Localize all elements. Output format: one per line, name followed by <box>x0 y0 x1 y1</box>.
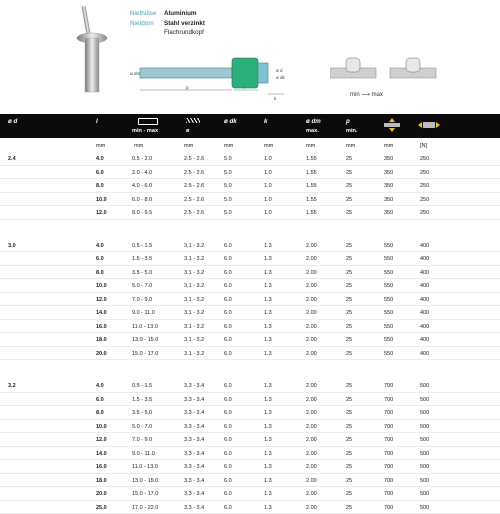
table-header <box>0 114 500 138</box>
length-cell: 4.0 <box>96 243 104 249</box>
length-cell: 20.0 <box>96 491 107 497</box>
table-cell: 7.0 - 9.0 <box>132 297 152 303</box>
diameter-cell: 3.2 <box>8 383 16 389</box>
table-cell: 2.5 - 2.6 <box>184 156 204 162</box>
dim-label-dk: ø dk <box>276 75 286 80</box>
installation-diagram <box>330 50 440 90</box>
dim-label-d: ø d <box>276 68 283 73</box>
length-cell: 8.0 <box>96 270 104 276</box>
table-row <box>0 333 500 347</box>
table-cell: 500 <box>420 505 429 511</box>
dim-label-l: l <box>244 85 245 90</box>
table-row <box>0 393 500 407</box>
table-cell: 3.3 - 3.4 <box>184 505 204 511</box>
table-cell: 25 <box>346 351 352 357</box>
min-max-label: min ⟶ max <box>350 91 383 98</box>
length-cell: 12.0 <box>96 297 107 303</box>
unit: [N] <box>420 143 427 149</box>
table-cell: 25 <box>346 170 352 176</box>
table-cell: 350 <box>384 197 393 203</box>
table-cell: 5.0 <box>224 170 232 176</box>
table-cell: 1.0 <box>264 170 272 176</box>
table-row <box>0 433 500 447</box>
table-cell: 8.0 - 9.5 <box>132 210 152 216</box>
table-row <box>0 252 500 266</box>
length-cell: 4.0 <box>96 383 104 389</box>
header-grip-range: min - max <box>132 128 158 134</box>
length-cell: 4.0 <box>96 156 104 162</box>
table-cell: 2.5 - 2.6 <box>184 170 204 176</box>
table-row <box>0 306 500 320</box>
units-row <box>0 140 500 152</box>
table-cell: 500 <box>420 491 429 497</box>
length-cell: 25.0 <box>96 505 107 511</box>
length-cell: 10.0 <box>96 283 107 289</box>
table-cell: 6.0 <box>224 337 232 343</box>
table-cell: 2.0 - 4.0 <box>132 170 152 176</box>
legend-key <box>130 28 164 38</box>
header-pack: p <box>346 118 350 125</box>
table-cell: 400 <box>420 256 429 262</box>
table-cell: 550 <box>384 256 393 262</box>
table-cell: 250 <box>420 170 429 176</box>
table-cell: 13.0 - 15.0 <box>132 337 158 343</box>
table-cell: 700 <box>384 424 393 430</box>
table-cell: 6.0 <box>224 505 232 511</box>
table-cell: 2.00 <box>306 283 317 289</box>
table-cell: 250 <box>420 156 429 162</box>
table-cell: 5.0 <box>224 183 232 189</box>
table-cell: 1.3 <box>264 397 272 403</box>
table-cell: 2.00 <box>306 270 317 276</box>
table-cell: 550 <box>384 283 393 289</box>
table-cell: 2.00 <box>306 410 317 416</box>
table-cell: 15.0 - 17.0 <box>132 491 158 497</box>
table-cell: 3.3 - 3.4 <box>184 437 204 443</box>
tension-icon <box>418 118 440 132</box>
rivet-spec-table <box>0 152 500 514</box>
legend-key: Niethülse <box>130 9 164 19</box>
table-cell: 25 <box>346 283 352 289</box>
table-cell: 500 <box>420 397 429 403</box>
table-cell: 550 <box>384 310 393 316</box>
table-cell: 1.3 <box>264 270 272 276</box>
table-cell: 25 <box>346 156 352 162</box>
table-row <box>0 166 500 180</box>
table-cell: 6.0 <box>224 256 232 262</box>
table-cell: 400 <box>420 243 429 249</box>
legend-value: Stahl verzinkt <box>164 19 205 29</box>
table-cell: 2.00 <box>306 397 317 403</box>
table-cell: 3.1 - 3.2 <box>184 283 204 289</box>
length-cell: 16.0 <box>96 464 107 470</box>
table-cell: 700 <box>384 437 393 443</box>
table-cell: 6.0 <box>224 324 232 330</box>
table-cell: 400 <box>420 270 429 276</box>
table-cell: 3.3 - 3.4 <box>184 478 204 484</box>
table-cell: 1.3 <box>264 437 272 443</box>
table-cell: 1.55 <box>306 210 317 216</box>
table-cell: 400 <box>420 297 429 303</box>
table-cell: 1.3 <box>264 283 272 289</box>
table-cell: 25 <box>346 505 352 511</box>
table-cell: 3.1 - 3.2 <box>184 270 204 276</box>
header-head-height: k <box>264 118 267 125</box>
table-row <box>0 501 500 514</box>
table-cell: 5.0 <box>224 197 232 203</box>
table-cell: 1.3 <box>264 424 272 430</box>
length-cell: 14.0 <box>96 310 107 316</box>
table-cell: 2.00 <box>306 297 317 303</box>
length-cell: 6.0 <box>96 256 104 262</box>
table-cell: 1.55 <box>306 156 317 162</box>
table-cell: 25 <box>346 491 352 497</box>
table-cell: 2.00 <box>306 310 317 316</box>
unit: mm <box>224 143 233 149</box>
table-cell: 6.0 <box>224 464 232 470</box>
table-cell: 3.3 - 3.4 <box>184 397 204 403</box>
table-cell: 250 <box>420 197 429 203</box>
table-row <box>0 266 500 280</box>
table-cell: 1.3 <box>264 324 272 330</box>
length-cell: 10.0 <box>96 197 107 203</box>
table-cell: 500 <box>420 383 429 389</box>
table-cell: 3.3 - 3.4 <box>184 491 204 497</box>
table-cell: 6.0 <box>224 491 232 497</box>
table-cell: 3.3 - 3.4 <box>184 464 204 470</box>
length-cell: 16.0 <box>96 324 107 330</box>
table-cell: 6.0 <box>224 283 232 289</box>
table-row <box>0 239 500 253</box>
diameter-cell: 3.0 <box>8 243 16 249</box>
table-cell: 1.3 <box>264 410 272 416</box>
table-cell: 6.0 <box>224 451 232 457</box>
table-cell: 1.3 <box>264 464 272 470</box>
table-cell: 25 <box>346 437 352 443</box>
shear-icon <box>382 118 402 132</box>
table-cell: 1.55 <box>306 197 317 203</box>
table-cell: 6.0 <box>224 410 232 416</box>
table-row <box>0 406 500 420</box>
table-cell: 1.3 <box>264 383 272 389</box>
table-cell: 9.0 - 11.0 <box>132 310 155 316</box>
table-cell: 2.00 <box>306 464 317 470</box>
table-cell: 2.00 <box>306 256 317 262</box>
unit: mm <box>384 143 393 149</box>
table-cell: 6.0 <box>224 397 232 403</box>
table-cell: 1.3 <box>264 297 272 303</box>
diameter-cell: 2.4 <box>8 156 16 162</box>
length-cell: 18.0 <box>96 337 107 343</box>
table-cell: 400 <box>420 324 429 330</box>
table-cell: 1.5 - 3.5 <box>132 397 152 403</box>
table-cell: 2.00 <box>306 478 317 484</box>
table-cell: 2.00 <box>306 351 317 357</box>
table-cell: 2.00 <box>306 491 317 497</box>
table-cell: 500 <box>420 464 429 470</box>
table-cell: 6.0 <box>224 270 232 276</box>
table-cell: 25 <box>346 324 352 330</box>
table-row <box>0 447 500 461</box>
table-cell: 6.0 - 8.0 <box>132 197 152 203</box>
length-cell: 8.0 <box>96 183 104 189</box>
drill-icon <box>186 118 200 123</box>
table-row <box>0 152 500 166</box>
length-cell: 18.0 <box>96 478 107 484</box>
table-cell: 2.00 <box>306 505 317 511</box>
table-cell: 25 <box>346 383 352 389</box>
length-cell: 6.0 <box>96 170 104 176</box>
table-cell: 13.0 - 15.0 <box>132 478 158 484</box>
table-cell: 2.00 <box>306 437 317 443</box>
header-mandrel-diameter: ø dm <box>306 118 321 125</box>
table-cell: 0.5 - 1.5 <box>132 243 152 249</box>
table-cell: 250 <box>420 183 429 189</box>
table-cell: 25 <box>346 478 352 484</box>
table-cell: 25 <box>346 464 352 470</box>
table-cell: 350 <box>384 210 393 216</box>
header-length: l <box>96 118 98 125</box>
table-cell: 6.0 <box>224 310 232 316</box>
table-cell: 25 <box>346 256 352 262</box>
table-row <box>0 420 500 434</box>
table-cell: 3.1 - 3.2 <box>184 351 204 357</box>
table-cell: 5.0 <box>224 156 232 162</box>
table-row <box>0 487 500 501</box>
table-cell: 3.3 - 3.4 <box>184 424 204 430</box>
table-cell: 4.0 - 6.0 <box>132 183 152 189</box>
table-cell: 2.00 <box>306 451 317 457</box>
unit: mm <box>264 143 273 149</box>
unit: mm <box>184 143 193 149</box>
table-cell: 1.55 <box>306 170 317 176</box>
table-cell: 25 <box>346 183 352 189</box>
table-cell: 3.1 - 3.2 <box>184 324 204 330</box>
table-cell: 2.00 <box>306 243 317 249</box>
table-cell: 25 <box>346 310 352 316</box>
table-cell: 2.00 <box>306 424 317 430</box>
table-cell: 550 <box>384 297 393 303</box>
table-row <box>0 206 500 220</box>
material-legend <box>130 9 205 38</box>
table-cell: 350 <box>384 183 393 189</box>
length-cell: 12.0 <box>96 210 107 216</box>
length-cell: 8.0 <box>96 410 104 416</box>
table-cell: 1.3 <box>264 310 272 316</box>
header-drill: ø <box>186 128 189 134</box>
table-cell: 350 <box>384 170 393 176</box>
table-cell: 1.3 <box>264 491 272 497</box>
table-row <box>0 347 500 361</box>
table-cell: 25 <box>346 297 352 303</box>
table-cell: 1.0 <box>264 183 272 189</box>
header-diameter: ø d <box>8 118 17 125</box>
table-cell: 500 <box>420 478 429 484</box>
table-cell: 25 <box>346 451 352 457</box>
table-cell: 550 <box>384 351 393 357</box>
table-cell: 6.0 <box>224 478 232 484</box>
table-cell: 500 <box>420 410 429 416</box>
table-cell: 1.5 - 3.5 <box>132 256 152 262</box>
table-cell: 700 <box>384 505 393 511</box>
table-row <box>0 320 500 334</box>
length-cell: 6.0 <box>96 397 104 403</box>
table-cell: 25 <box>346 270 352 276</box>
table-cell: 350 <box>384 156 393 162</box>
table-cell: 3.3 - 3.4 <box>184 383 204 389</box>
table-cell: 500 <box>420 437 429 443</box>
table-row <box>0 279 500 293</box>
table-cell: 1.3 <box>264 451 272 457</box>
table-cell: 1.3 <box>264 478 272 484</box>
table-cell: 3.5 - 5.0 <box>132 270 152 276</box>
table-cell: 0.5 - 1.5 <box>132 383 152 389</box>
table-cell: 6.0 <box>224 383 232 389</box>
legend-value: Aluminium <box>164 9 197 19</box>
table-cell: 500 <box>420 451 429 457</box>
table-row <box>0 474 500 488</box>
legend-key: Nietdorn <box>130 19 164 29</box>
header-head-diameter: ø dk <box>224 118 237 125</box>
header-mandrel-max: max. <box>306 128 319 134</box>
table-cell: 1.3 <box>264 243 272 249</box>
legend-value: Flachrundkopf <box>164 28 204 38</box>
table-cell: 3.3 - 3.4 <box>184 451 204 457</box>
table-cell: 700 <box>384 491 393 497</box>
group-gap <box>0 220 500 239</box>
table-cell: 5.0 - 7.0 <box>132 424 152 430</box>
table-cell: 25 <box>346 410 352 416</box>
unit: mm <box>96 143 105 149</box>
table-cell: 3.1 - 3.2 <box>184 297 204 303</box>
table-cell: 550 <box>384 270 393 276</box>
table-cell: 550 <box>384 324 393 330</box>
table-cell: 1.0 <box>264 156 272 162</box>
table-cell: 6.0 <box>224 437 232 443</box>
table-cell: 11.0 - 13.0 <box>132 324 158 330</box>
unit: mm <box>306 143 315 149</box>
table-cell: 25 <box>346 210 352 216</box>
dim-label-p: p <box>186 85 189 90</box>
table-cell: 7.0 - 9.0 <box>132 437 152 443</box>
table-cell: 25 <box>346 197 352 203</box>
table-cell: 6.0 <box>224 297 232 303</box>
table-row <box>0 293 500 307</box>
table-cell: 6.0 <box>224 351 232 357</box>
table-cell: 1.0 <box>264 197 272 203</box>
table-cell: 17.0 - 22.0 <box>132 505 158 511</box>
dim-label-dm: ø dm <box>130 71 141 76</box>
table-cell: 6.0 <box>224 424 232 430</box>
table-cell: 5.0 <box>224 210 232 216</box>
dim-label-k: k <box>274 96 277 100</box>
table-cell: 1.3 <box>264 337 272 343</box>
table-cell: 400 <box>420 337 429 343</box>
table-cell: 1.3 <box>264 351 272 357</box>
table-cell: 25 <box>346 337 352 343</box>
table-cell: 400 <box>420 310 429 316</box>
table-cell: 15.0 - 17.0 <box>132 351 158 357</box>
header-pack-min: min. <box>346 128 358 134</box>
table-cell: 1.55 <box>306 183 317 189</box>
table-cell: 1.3 <box>264 505 272 511</box>
table-cell: 6.0 <box>224 243 232 249</box>
length-cell: 12.0 <box>96 437 107 443</box>
table-cell: 500 <box>420 424 429 430</box>
table-cell: 700 <box>384 383 393 389</box>
table-cell: 2.5 - 2.6 <box>184 210 204 216</box>
table-cell: 3.1 - 3.2 <box>184 256 204 262</box>
table-cell: 11.0 - 13.0 <box>132 464 158 470</box>
table-cell: 5.0 - 7.0 <box>132 283 152 289</box>
table-row <box>0 379 500 393</box>
table-cell: 3.5 - 5.0 <box>132 410 152 416</box>
table-row <box>0 460 500 474</box>
table-cell: 2.00 <box>306 337 317 343</box>
rivet-photo-icon <box>64 4 114 96</box>
table-cell: 400 <box>420 351 429 357</box>
table-cell: 250 <box>420 210 429 216</box>
table-row <box>0 193 500 207</box>
length-cell: 10.0 <box>96 424 107 430</box>
table-cell: 700 <box>384 478 393 484</box>
table-cell: 25 <box>346 424 352 430</box>
table-row <box>0 179 500 193</box>
table-cell: 25 <box>346 397 352 403</box>
table-cell: 1.0 <box>264 210 272 216</box>
table-cell: 2.00 <box>306 383 317 389</box>
table-cell: 25 <box>346 243 352 249</box>
table-cell: 9.0 - 11.0 <box>132 451 155 457</box>
table-cell: 3.1 - 3.2 <box>184 310 204 316</box>
product-illustration-area <box>0 0 500 112</box>
table-cell: 2.5 - 2.6 <box>184 183 204 189</box>
table-cell: 1.3 <box>264 256 272 262</box>
table-cell: 700 <box>384 451 393 457</box>
table-cell: 3.1 - 3.2 <box>184 337 204 343</box>
table-cell: 700 <box>384 397 393 403</box>
length-cell: 20.0 <box>96 351 107 357</box>
table-cell: 550 <box>384 337 393 343</box>
grip-range-icon <box>138 118 158 125</box>
unit: mm <box>134 143 143 149</box>
table-cell: 3.1 - 3.2 <box>184 243 204 249</box>
group-gap <box>0 360 500 379</box>
table-cell: 3.3 - 3.4 <box>184 410 204 416</box>
table-cell: 2.00 <box>306 324 317 330</box>
table-cell: 0.5 - 2.0 <box>132 156 152 162</box>
table-cell: 700 <box>384 464 393 470</box>
rivet-dimension-drawing <box>128 48 308 100</box>
table-cell: 550 <box>384 243 393 249</box>
table-cell: 700 <box>384 410 393 416</box>
table-cell: 400 <box>420 283 429 289</box>
unit: mm <box>346 143 355 149</box>
table-cell: 2.5 - 2.6 <box>184 197 204 203</box>
length-cell: 14.0 <box>96 451 107 457</box>
